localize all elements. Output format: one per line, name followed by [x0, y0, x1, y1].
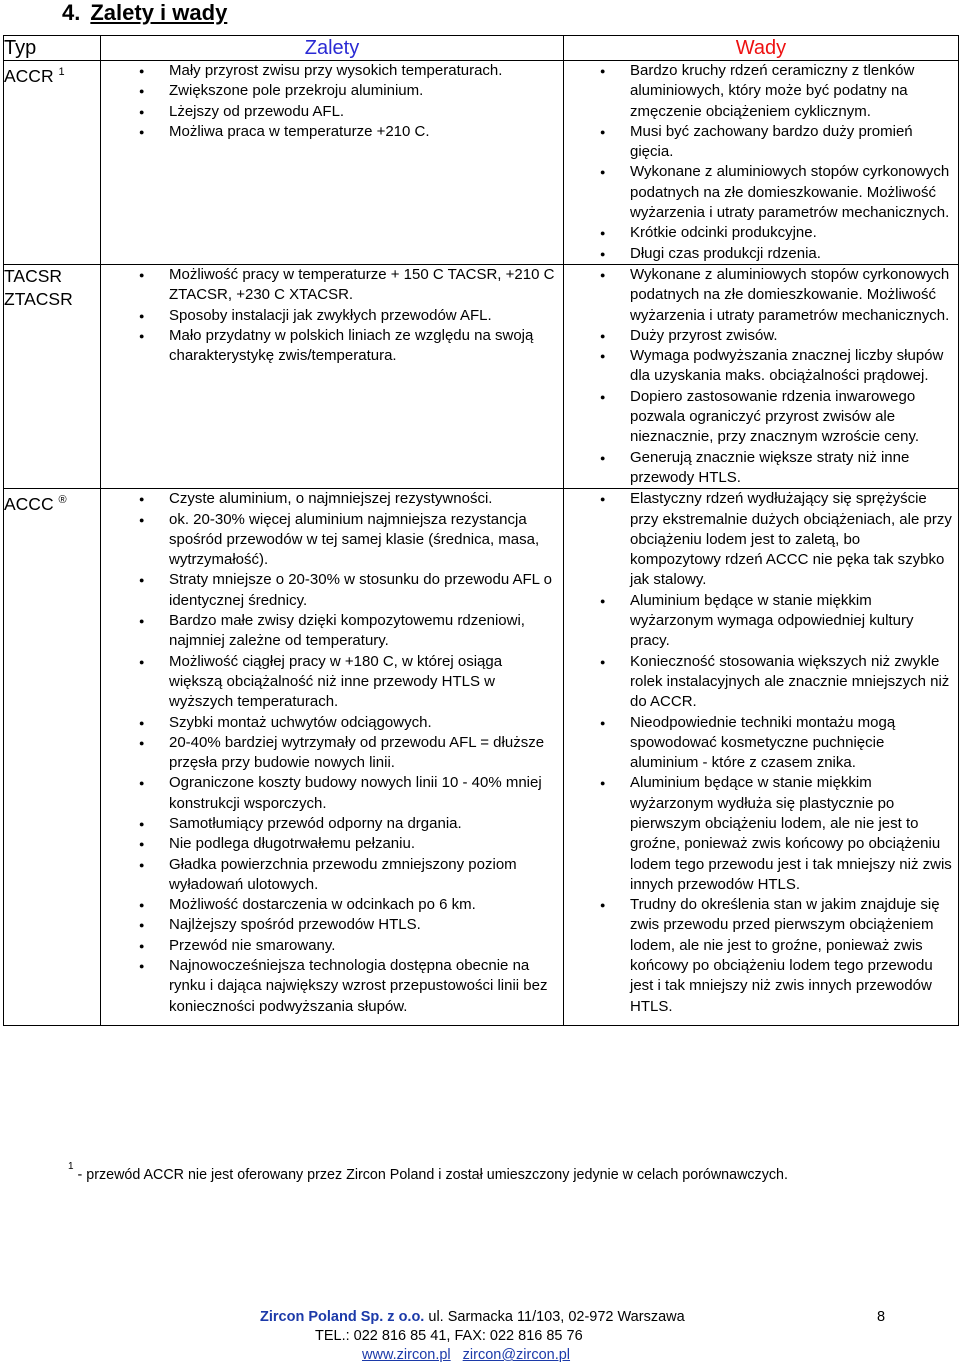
cons-item: ● Duży przyrost zwisów.	[630, 326, 954, 346]
footer-line-3	[362, 1346, 570, 1365]
header-cons: Wady	[564, 36, 959, 61]
cons-item: ● Aluminium będące w stanie miękkim wyżarzonym wydłuża się plastycznie po pierwszym obciążeniu lodem, ale nie jest to groźne, ponieważ zwis końcowy po obciążeniu lodem tego przewodu jest i tak mniejszy niż zwis innych przewodów HTLS.	[630, 773, 954, 895]
pros-item: ● Możliwość pracy w temperaturze + 150 C TACSR, +210 C ZTACSR, +230 C XTACSR.	[169, 265, 559, 306]
pros-cell	[101, 264, 564, 488]
type-cell	[4, 61, 101, 265]
pros-item: ● Nie podlega długotrwałemu pełzaniu.	[169, 834, 559, 854]
type-label	[4, 489, 100, 516]
company-address: ul. Sarmacka 11/103, 02-972 Warszawa	[428, 1309, 685, 1325]
bullet-list	[564, 61, 958, 264]
pros-item: ● Najnowocześniejsza technologia dostępna obecnie na rynku i dająca największy wzrost przepustowości linii bez konieczności podwyższania słupów.	[169, 956, 559, 1017]
cons-item: ● Bardzo kruchy rdzeń ceramiczny z tlenków aluminiowych, który może być podatny na zmęczenie obciążeniem cyklicznym.	[630, 61, 954, 122]
cons-cell	[564, 61, 959, 265]
table-header-row	[4, 36, 959, 61]
page-number: 8	[877, 1309, 886, 1325]
bullet-list	[101, 61, 563, 150]
bullet-list	[101, 489, 563, 1025]
pros-item: ● Lżejszy od przewodu AFL.	[169, 102, 559, 122]
type-cell	[4, 264, 101, 488]
pros-item: ● Zwiększone pole przekroju aluminium.	[169, 81, 559, 101]
bullet-list	[564, 265, 958, 488]
cons-item: ● Krótkie odcinki produkcyjne.	[630, 223, 954, 243]
section-heading	[62, 0, 227, 26]
table-row	[4, 489, 959, 1026]
cons-item: ● Długi czas produkcji rdzenia.	[630, 244, 954, 264]
type-name: ACCC	[4, 494, 54, 515]
contact-phone-fax: TEL.: 022 816 85 41, FAX: 022 816 85 76	[315, 1328, 583, 1344]
bullet-list	[101, 265, 563, 374]
cons-item: ● Elastyczny rdzeń wydłużający się sprężyście przy ekstremalnie dużych obciążeniach, ale przy obciążeniu lodem jest to zaletą, bo kompozytowy rdzeń ACCC nie pęka tak szybko jak stalowy.	[630, 489, 954, 590]
pros-item: ● Samotłumiący przewód odporny na drgania.	[169, 814, 559, 834]
pros-item: ● Przewód nie smarowany.	[169, 936, 559, 956]
bullet-list	[564, 489, 958, 1017]
pros-item: ● Czyste aluminium, o najmniejszej rezystywności.	[169, 489, 559, 509]
website-link[interactable]: www.zircon.pl	[362, 1347, 451, 1363]
cons-item: ● Aluminium będące w stanie miękkim wyżarzonym wymaga odpowiedniej kultury pracy.	[630, 591, 954, 652]
header-type: Typ	[4, 36, 101, 61]
pros-item: ● Bardzo małe zwisy dzięki kompozytowemu rdzeniowi, najmniej zależne od temperatury.	[169, 611, 559, 652]
footnote-marker: 1	[68, 1161, 74, 1172]
cons-item: ● Wymaga podwyższania znacznej liczby słupów dla uzyskania maks. obciążalności prądowej.	[630, 346, 954, 387]
pros-item: ● Szybki montaż uchwytów odciągowych.	[169, 713, 559, 733]
cons-item: ● Generują znacznie większe straty niż inne przewody HTLS.	[630, 448, 954, 489]
type-cell	[4, 489, 101, 1026]
pros-item: ● Możliwość ciągłej pracy w +180 C, w której osiąga większą obciążalność niż inne przewody HTLS w wyższych temperaturach.	[169, 652, 559, 713]
cons-cell	[564, 264, 959, 488]
cons-item: ● Dopiero zastosowanie rdzenia inwarowego pozwala ograniczyć przyrost zwisów ale nieznacznie, przy znacznym wzroście ceny.	[630, 387, 954, 448]
pros-item: ● Straty mniejsze o 20-30% w stosunku do przewodu AFL o identycznej średnicy.	[169, 570, 559, 611]
pros-item: ● Możliwość dostarczenia w odcinkach po 6 km.	[169, 895, 559, 915]
pros-item: ● Mały przyrost zwisu przy wysokich temperaturach.	[169, 61, 559, 81]
table-body	[4, 61, 959, 1026]
cons-item: ● Wykonane z aluminiowych stopów cyrkonowych podatnych na złe domieszkowanie. Możliwość wyżarzenia i utraty parametrów mechanicznych.	[630, 162, 954, 223]
pros-cons-table	[3, 35, 959, 1026]
table-row	[4, 61, 959, 265]
type-superscript: 1	[58, 66, 65, 78]
type-label	[4, 61, 100, 88]
table-row	[4, 264, 959, 488]
footnote-text: - przewód ACCR nie jest oferowany przez Zircon Poland i został umieszczony jedynie w celach porównawczych.	[73, 1166, 788, 1183]
cons-item: ● Trudny do określenia stan w jakim znajduje się zwis przewodu przed pierwszym obciążeniem lodem, ale nie jest to groźne, ponieważ zwis końcowy po obciążeniu lodem tego przewodu jest i tak mniejszy niż zwis innych przewodów HTLS.	[630, 895, 954, 1017]
pros-item: ● Ograniczone koszty budowy nowych linii 10 - 40% mniej konstrukcji wsporczych.	[169, 773, 559, 814]
pros-item: ● Gładka powierzchnia przewodu zmniejszony poziom wyładowań ulotowych.	[169, 855, 559, 896]
type-superscript: ®	[58, 494, 67, 507]
type-label: ZTACSR	[4, 288, 73, 309]
type-name: ACCR	[4, 65, 54, 86]
company-name: Zircon Poland Sp. z o.o.	[260, 1309, 425, 1325]
cons-item: ● Wykonane z aluminiowych stopów cyrkonowych podatnych na złe domieszkowanie. Możliwość wyżarzenia i utraty parametrów mechanicznych.	[630, 265, 954, 326]
footnote	[68, 1161, 788, 1183]
pros-item: ● Najlżejszy spośród przewodów HTLS.	[169, 915, 559, 935]
cons-item: ● Konieczność stosowania większych niż zwykle rolek instalacyjnych ale znacznie mniejszych niż do ACCR.	[630, 652, 954, 713]
type-label: TACSR	[4, 265, 63, 286]
pros-cell	[101, 61, 564, 265]
cons-cell	[564, 489, 959, 1026]
section-title: Zalety i wady	[90, 0, 228, 25]
cons-item: ● Musi być zachowany bardzo duży promień gięcia.	[630, 122, 954, 163]
footer-line-1	[260, 1308, 685, 1327]
pros-item: ● Możliwa praca w temperaturze +210 C.	[169, 122, 559, 142]
cons-item: ● Nieodpowiednie techniki montażu mogą spowodować kosmetyczne puchnięcie aluminium - które z czasem znika.	[630, 713, 954, 774]
pros-item: ● Mało przydatny w polskich liniach ze względu na swoją charakterystykę zwis/temperatura.	[169, 326, 559, 367]
header-pros: Zalety	[101, 36, 564, 61]
pros-cell	[101, 489, 564, 1026]
pros-item: ● Sposoby instalacji jak zwykłych przewodów AFL.	[169, 306, 559, 326]
section-number: 4.	[62, 0, 81, 25]
pros-item: ● 20-40% bardziej wytrzymały od przewodu AFL = dłuższe przęsła przy budowie nowych linii.	[169, 733, 559, 774]
pros-item: ● ok. 20-30% więcej aluminium najmniejsza rezystancja spośród przewodów w tej samej klasie (średnica, masa, wytrzymałość).	[169, 510, 559, 571]
email-link[interactable]: zircon@zircon.pl	[462, 1347, 571, 1363]
